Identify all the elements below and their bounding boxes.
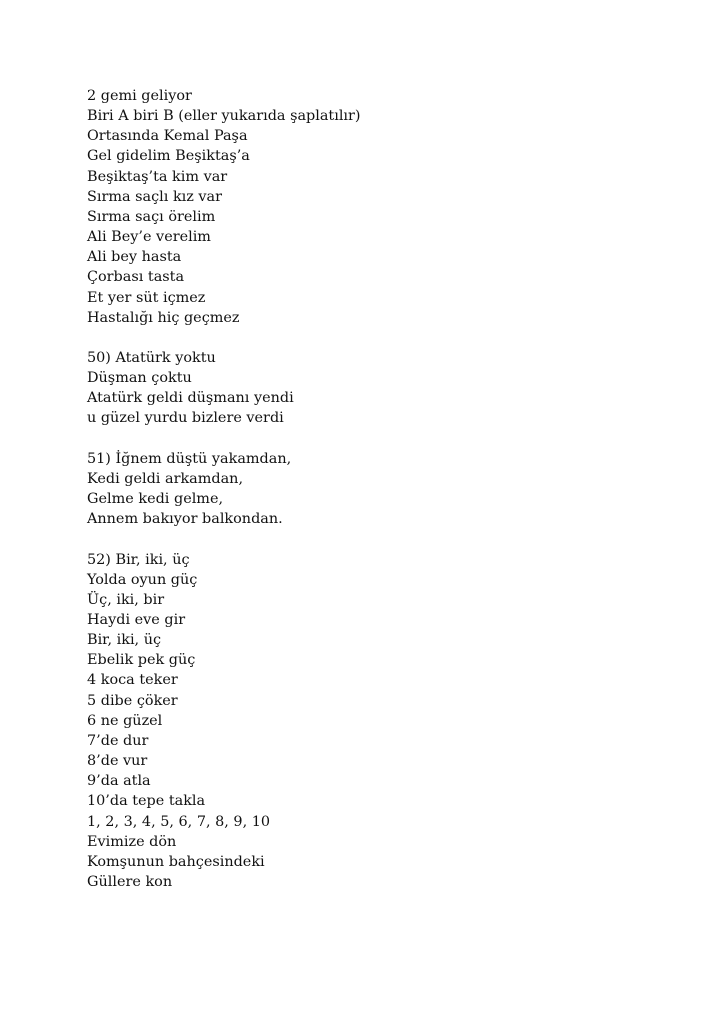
stanza-52 (87, 550, 647, 893)
text-line: 51) İğnem düştü yakamdan, (87, 450, 292, 467)
text-line: Komşunun bahçesindeki (87, 853, 265, 870)
text-line: Atatürk geldi düşmanı yendi (87, 390, 294, 407)
stanza-51 (87, 449, 647, 530)
text-line: Kedi geldi arkamdan, (87, 470, 244, 487)
text-line: Evimize dön (87, 833, 177, 850)
text-line: Haydi eve gir (87, 612, 186, 629)
text-line: 7’de dur (87, 732, 149, 749)
text-line: Biri A biri B (eller yukarıda şaplatılır) (87, 108, 361, 125)
text-line: Gelme kedi gelme, (87, 491, 224, 508)
text-line: Gel gidelim Beşiktaş’a (87, 148, 250, 165)
text-line: 9’da atla (87, 773, 151, 790)
text-line: 4 koca teker (87, 672, 178, 689)
stanza-gemi (87, 86, 647, 328)
text-line: u güzel yurdu bizlere verdi (87, 410, 284, 427)
stanza-50 (87, 348, 647, 429)
text-line: Ortasında Kemal Paşa (87, 128, 248, 145)
text-line: Güllere kon (87, 874, 173, 891)
text-line: Annem bakıyor balkondan. (87, 511, 283, 528)
text-line: Ali bey hasta (87, 249, 182, 266)
text-line: Yolda oyun güç (87, 571, 198, 588)
text-line: 10’da tepe takla (87, 793, 206, 810)
text-line: 5 dibe çöker (87, 692, 178, 709)
text-line: Beşiktaş’ta kim var (87, 168, 228, 185)
text-line: Et yer süt içmez (87, 289, 206, 306)
text-line: 8’de vur (87, 753, 148, 770)
text-line: 1, 2, 3, 4, 5, 6, 7, 8, 9, 10 (87, 813, 271, 830)
text-line: 6 ne güzel (87, 712, 163, 729)
text-line: Düşman çoktu (87, 370, 192, 387)
text-line: Sırma saçı örelim (87, 208, 216, 225)
text-line: Ali Bey’e verelim (87, 229, 211, 246)
text-line: Çorbası tasta (87, 269, 185, 286)
document-body (87, 86, 647, 892)
text-line: 52) Bir, iki, üç (87, 551, 190, 568)
text-line: 50) Atatürk yoktu (87, 350, 216, 367)
text-line: 2 gemi geliyor (87, 88, 192, 104)
text-line: Hastalığı hiç geçmez (87, 309, 240, 326)
text-line: Üç, iki, bir (87, 591, 165, 608)
text-line: Bir, iki, üç (87, 632, 162, 649)
text-line: Ebelik pek güç (87, 652, 196, 669)
text-line: Sırma saçlı kız var (87, 188, 223, 205)
